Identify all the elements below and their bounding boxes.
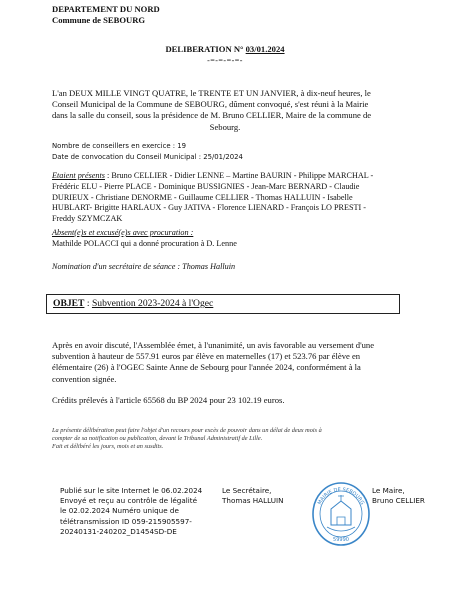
deliberation-label: DELIBERATION N° [165,44,244,54]
secretary-signature [222,486,284,506]
decision-line: subvention à hauteur de 557.91 euros par élève en maternelles (17) et 523.76 par élève en [52,351,361,362]
mayor-signature [372,486,425,506]
decision-paragraph [52,340,398,385]
intro-line: L'an DEUX MILLE VINGT QUATRE, le TRENTE ET UN JANVIER, à dix-neuf heures, le [52,88,371,98]
mayor-name: Bruno CELLIER [372,496,425,506]
header [52,4,160,26]
deliberation-title [0,44,450,55]
decision-line: convention signée. [52,373,117,384]
title-separator: -=-=-=-=- [207,56,243,65]
present-members [52,171,398,225]
publication-info: Publié sur le site Internet le 06.02.2024 Envoyé et reçu au contrôle de légalité le 02.02.2024 Numéro unique de télétransmission ID 059-215905597- 20240131-240202_D1454SD-DE [60,486,203,536]
mairie-seal-stamp [310,479,372,549]
secretary-name: Thomas HALLUIN [222,496,284,506]
secretary-nomination: Nomination d'un secrétaire de séance : Thomas Halluin [52,262,236,271]
objet-line: OBJET : Subvention 2023-2024 à l'Ogec [53,298,214,309]
council-counts [52,141,243,163]
members-count: Nombre de conseillers en exercice : 19 [52,142,187,150]
present-line: DURIEUX - Christiane DENORME - Guillaume CELLIER - Thomas HALLUIN - Isabelle [52,192,353,202]
department-name: DEPARTEMENT DU NORD [52,4,160,14]
present-line: Freddy SZYMCZAK [52,214,123,224]
intro-line: dans la salle du conseil, sous la présidence de M. Bruno CELLIER, Maire de la commune de [52,110,372,121]
secretary-title: Le Secrétaire, [222,486,272,495]
intro-line: Conseil Municipal de la Commune de SEBOURG, dûment convoqué, s'est réuni à la Mairie [52,99,369,110]
convocation-date: Date de convocation du Conseil Municipal : 25/01/2024 [52,153,243,161]
svg-text:MAIRIE DE SEBOURG: MAIRIE DE SEBOURG [316,486,366,506]
absent-members [52,228,398,250]
commune-name: Commune de SEBOURG [52,15,146,25]
seal-postcode: 59990 [333,537,349,543]
decision-line: Après en avoir discuté, l'Assemblée émet, à l'unanimité, un avis favorable au versement d'une [52,340,375,350]
intro-line: Sebourg. [209,121,241,132]
decision-line: élémentaire (26) à l'OGEC Sainte Anne de Sebourg pour l'année 2024, conformément à la [52,362,361,373]
deliberation-number: 03/01.2024 [245,44,285,54]
mayor-title: Le Maire, [372,486,405,495]
credits-line: Crédits prélevés à l'article 65568 du BP 2024 pour 23 102.19 euros. [52,395,285,405]
present-label: Etaient présents [52,171,105,180]
objet-value: Subvention 2023-2024 à l'Ogec [91,298,214,309]
present-line: Frédéric ELU - Pierre PLACE - Dominique BUSSIGNIES - Jean-Marc BERNARD - Claudie [52,181,360,191]
absent-line: Mathilde POLACCI qui a donné procuration à D. Lenne [52,238,237,248]
absent-label: Absent(e)s et excusé(e)s avec procuration : [52,228,194,237]
present-line: Etaient présents : Bruno CELLIER - Didier LENNE – Martine BAURIN - Philippe MARCHAL - [52,171,374,180]
objet-label: OBJET [53,298,85,309]
legal-notice: La présente délibération peut faire l'objet d'un recours pour excès de pouvoir dans un délai de deux mois à compter de sa notification ou publication, devant le Tribunal Administratif de Lille. Fait et délibéré les jours, mois et an susdits. [52,427,322,451]
present-line: HUBLART- Brigitte HARLAUX - Guy JATIVA - Florence LIENARD - François LO PRESTI - [52,203,367,213]
intro-paragraph [52,88,398,133]
